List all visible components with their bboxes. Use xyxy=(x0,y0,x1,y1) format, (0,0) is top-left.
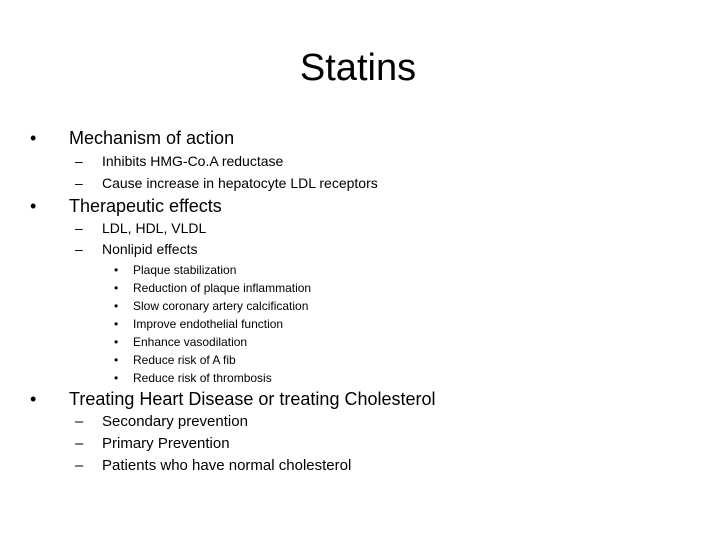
dash-marker: – xyxy=(75,153,83,169)
bullet-marker: • xyxy=(114,353,119,367)
sub-sub-bullet-text: Slow coronary artery calcification xyxy=(133,299,309,313)
sub-bullet-text: Secondary prevention xyxy=(102,413,248,430)
sub-bullet-text: Patients who have normal cholesterol xyxy=(102,457,352,474)
sub-bullet-text: Nonlipid effects xyxy=(102,241,198,257)
sub-bullet-text: Primary Prevention xyxy=(102,435,230,452)
bullet-text: Mechanism of action xyxy=(69,128,235,148)
dash-marker: – xyxy=(75,241,83,257)
sub-sub-bullet-text: Enhance vasodilation xyxy=(133,335,248,349)
bullet-marker: • xyxy=(114,317,119,331)
sub-sub-bullet-text: Improve endothelial function xyxy=(133,317,284,331)
dash-marker: – xyxy=(75,175,83,191)
slide-title: Statins xyxy=(299,47,417,89)
sub-sub-bullet-text: Plaque stabilization xyxy=(133,263,237,277)
dash-marker: – xyxy=(75,435,84,452)
sub-bullet-text: LDL, HDL, VLDL xyxy=(102,220,207,236)
sub-bullet-text: Cause increase in hepatocyte LDL receptors xyxy=(102,175,378,191)
bullet-marker: • xyxy=(30,128,37,148)
dash-marker: – xyxy=(75,220,83,236)
bullet-marker: • xyxy=(114,371,119,385)
bullet-marker: • xyxy=(114,335,119,349)
bullet-marker: • xyxy=(114,281,119,295)
sub-sub-bullet-text: Reduce risk of thrombosis xyxy=(133,371,272,385)
sub-sub-bullet-text: Reduce risk of A fib xyxy=(133,353,236,367)
sub-bullet-text: Inhibits HMG-Co.A reductase xyxy=(102,153,284,169)
bullet-marker: • xyxy=(30,196,37,216)
bullet-marker: • xyxy=(114,299,119,313)
dash-marker: – xyxy=(75,413,84,430)
dash-marker: – xyxy=(75,457,84,474)
sub-sub-bullet-text: Reduction of plaque inflammation xyxy=(133,281,312,295)
bullet-text: Therapeutic effects xyxy=(69,196,222,216)
bullet-marker: • xyxy=(30,389,37,409)
bullet-marker: • xyxy=(114,263,119,277)
bullet-text: Treating Heart Disease or treating Cholesterol xyxy=(69,389,436,409)
